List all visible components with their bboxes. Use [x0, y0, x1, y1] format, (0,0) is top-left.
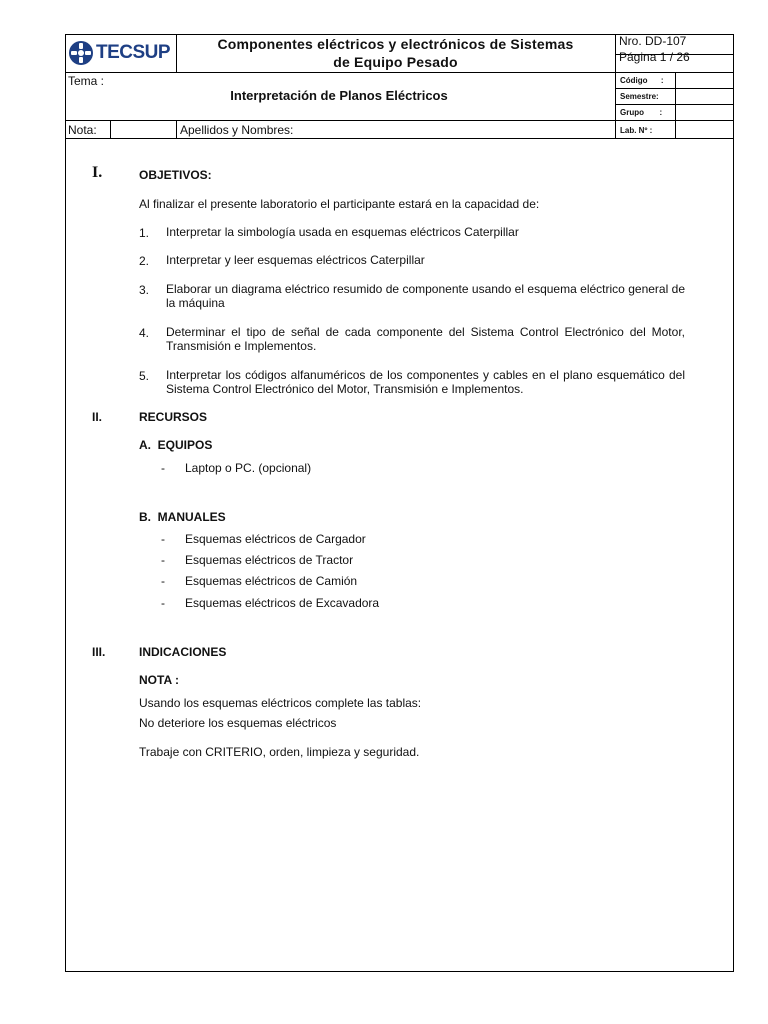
nota-line: No deteriore los esquemas eléctricos — [139, 716, 337, 730]
grupo-label: Grupo : — [620, 108, 663, 117]
equipos-item: Laptop o PC. (opcional) — [185, 461, 312, 475]
header-col-logo — [176, 34, 177, 72]
semestre-label: Semestre: — [620, 92, 659, 101]
document-number: Nro. DD-107 — [619, 34, 687, 48]
manuales-title: B. MANUALES — [139, 510, 226, 524]
objectives-intro: Al finalizar el presente laboratorio el participante estará en la capacidad de: — [139, 197, 540, 211]
header-rule-1 — [65, 72, 734, 73]
codigo-label: Código : — [620, 76, 664, 85]
manuales-item: Esquemas eléctricos de Excavadora — [185, 596, 380, 610]
manuales-item: Esquemas eléctricos de Tractor — [185, 553, 354, 567]
objective-text: Interpretar los códigos alfanuméricos de los componentes y cables en el plano esquemático del Sistema Control Electrónico del Motor, Transmisión e Implementos. — [166, 368, 685, 396]
list-dash: - — [161, 574, 165, 588]
logo-text: TECSUP — [96, 42, 171, 63]
list-dash: - — [161, 553, 165, 567]
nota-label: Nota: — [68, 123, 97, 137]
header-col-apellidos — [176, 120, 177, 138]
objective-text: Elaborar un diagrama eléctrico resumido de componente usando el esquema eléctrico general de la máquina — [166, 282, 685, 310]
tema-label: Tema : — [68, 74, 105, 88]
nota-line: Usando los esquemas eléctricos complete las tablas: — [139, 696, 422, 710]
section-1-roman: I. — [92, 164, 103, 181]
section-2-roman: II. — [92, 410, 103, 424]
tema-value: Interpretación de Planos Eléctricos — [230, 88, 448, 103]
objective-text: Interpretar la simbología usada en esquemas eléctricos Caterpillar — [166, 225, 519, 239]
tecsup-logo-icon — [68, 40, 94, 66]
objective-number: 5. — [139, 369, 150, 383]
objective-number: 4. — [139, 326, 150, 340]
section-2-title: RECURSOS — [139, 410, 208, 424]
manuales-item: Esquemas eléctricos de Cargador — [185, 532, 366, 546]
section-3-title: INDICACIONES — [139, 645, 227, 659]
section-1-title: OBJETIVOS: — [139, 168, 212, 182]
document-title: Componentes eléctricos y electrónicos de Sistemas de Equipo Pesado — [217, 36, 574, 70]
final-instruction: Trabaje con CRITERIO, orden, limpieza y seguridad. — [139, 745, 420, 759]
header-rule-3 — [65, 138, 734, 139]
objective-text: Interpretar y leer esquemas eléctricos Caterpillar — [166, 253, 425, 267]
header-col-nota — [110, 120, 111, 138]
header-col-right-inner — [675, 72, 676, 138]
equipos-title: A. EQUIPOS — [139, 438, 213, 452]
list-dash: - — [161, 461, 165, 475]
objective-number: 2. — [139, 254, 150, 268]
header-rule-2 — [65, 120, 734, 121]
header-col-right — [615, 34, 616, 138]
manuales-item: Esquemas eléctricos de Camión — [185, 574, 358, 588]
objective-number: 1. — [139, 226, 150, 240]
logo — [68, 38, 174, 68]
page-number: Página 1 / 26 — [619, 50, 690, 64]
section-3-roman: III. — [92, 645, 106, 659]
objective-number: 3. — [139, 283, 150, 297]
apellidos-label: Apellidos y Nombres: — [180, 123, 294, 137]
list-dash: - — [161, 532, 165, 546]
objective-text: Determinar el tipo de señal de cada componente del Sistema Control Electrónico del Motor, Transmisión e Implementos. — [166, 325, 685, 353]
lab-label: Lab. Nº : — [620, 126, 653, 135]
list-dash: - — [161, 596, 165, 610]
nota-title: NOTA : — [139, 673, 179, 687]
